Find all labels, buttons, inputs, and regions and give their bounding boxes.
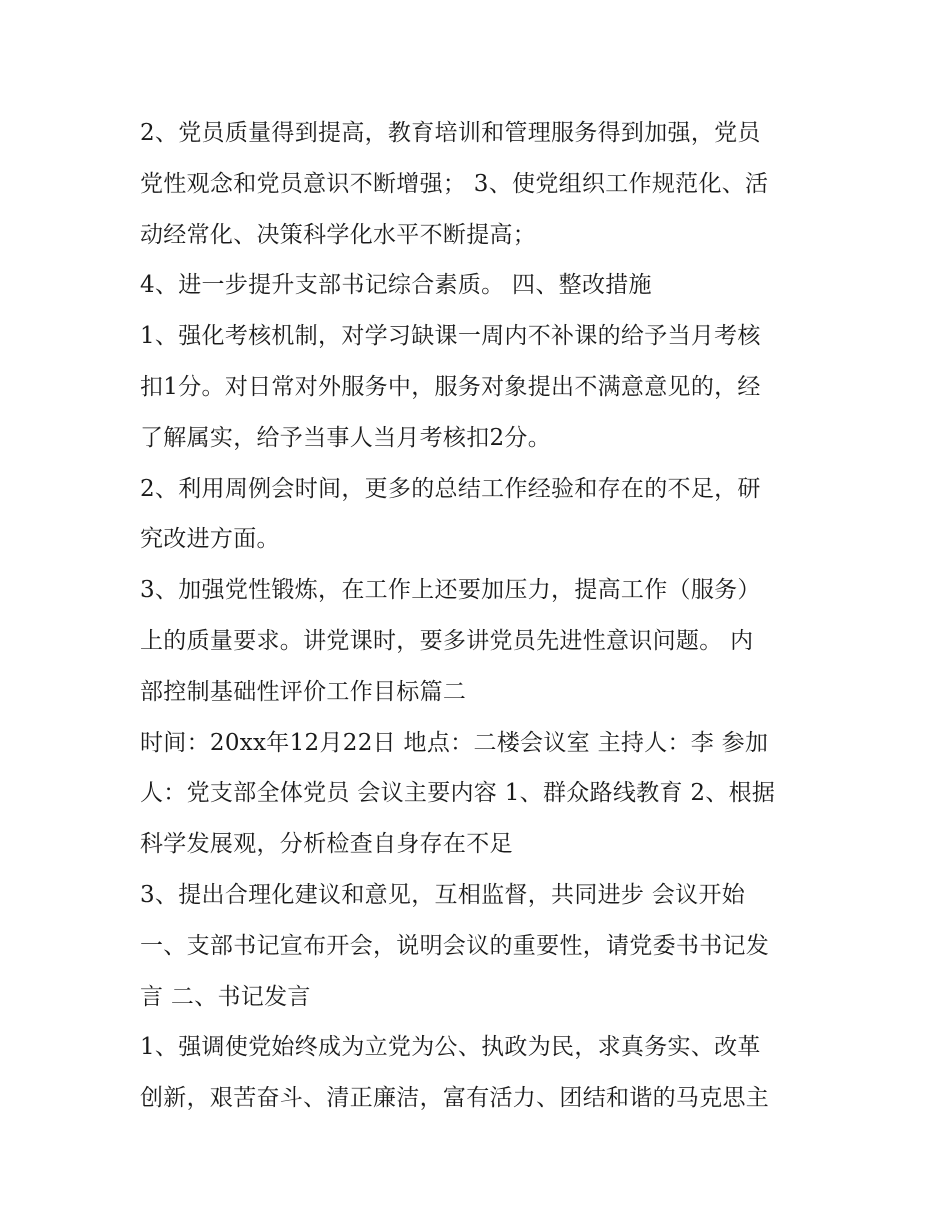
- text-line: 创新，艰苦奋斗、清正廉洁，富有活力、团结和谐的马克思主: [140, 1085, 770, 1112]
- text-line: 2、党员质量得到提高，教育培训和管理服务得到加强，党员: [140, 120, 761, 146]
- text-line: 一、支部书记宣布开会，说明会议的重要性，请党委书书记发: [140, 932, 770, 959]
- text-line: 言 二、书记发言: [140, 983, 311, 1010]
- text-line: 动经常化、决策科学化水平不断提高；: [140, 221, 537, 248]
- text-line: 人：党支部全体党员 会议主要内容 1、群众路线教育 2、根据: [140, 780, 776, 807]
- document-body: [140, 108, 820, 1124]
- text-line: 3、加强党性锻炼，在工作上还要加压力，提高工作（服务）: [140, 577, 761, 604]
- text-line: 党性观念和党员意识不断增强； 3、使党组织工作规范化、活: [140, 170, 769, 197]
- text-line: 扣1分。对日常对外服务中，服务对象提出不满意意见的，经: [140, 373, 761, 400]
- text-line: 科学发展观，分析检查自身存在不足: [140, 831, 513, 858]
- text-line: 3、提出合理化建议和意见，互相监督，共同进步 会议开始: [140, 881, 746, 908]
- text-line: 1、强化考核机制，对学习缺课一周内不补课的给予当月考核: [140, 323, 761, 350]
- text-line: 究改进方面。: [140, 526, 280, 553]
- text-line: 部控制基础性评价工作目标篇二: [140, 678, 467, 705]
- text-line: 了解属实，给予当事人当月考核扣2分。: [140, 424, 552, 451]
- text-line: 2、利用周例会时间，更多的总结工作经验和存在的不足，研: [140, 475, 761, 502]
- text-line: 时间：20xx年12月22日 地点：二楼会议室 主持人：李 参加: [140, 729, 769, 756]
- text-line: 上的质量要求。讲党课时，要多讲党员先进性意识问题。 内: [140, 627, 754, 654]
- text-line: 1、强调使党始终成为立党为公、执政为民，求真务实、改革: [140, 1034, 761, 1061]
- text-line: 4、进一步提升支部书记综合素质。 四、整改措施: [140, 272, 652, 299]
